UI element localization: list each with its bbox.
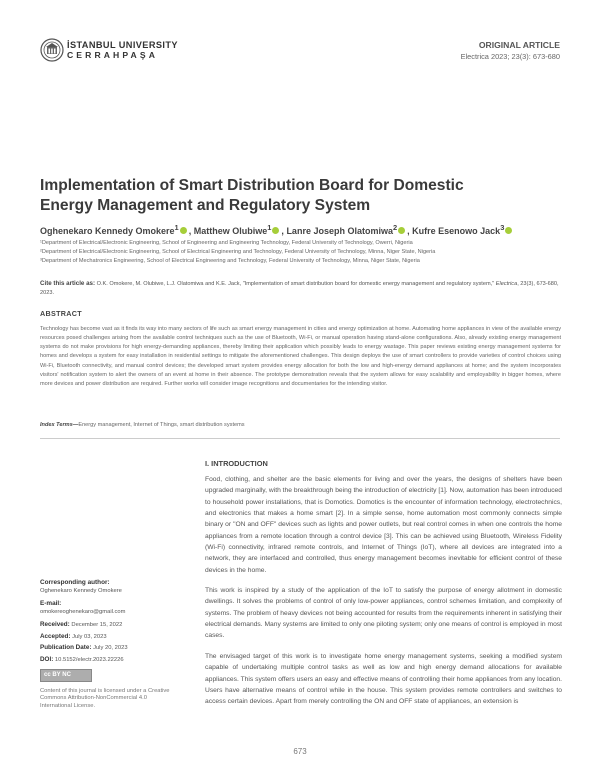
- university-logo: [40, 38, 178, 62]
- body-paragraph: This work is inspired by a study of the application of the IoT to satisfy the purpose of energy allotment in domestic dwellings. It solves the problems of control of only low-power appliances, control schemes limitation, and complexity of systems. The problem of heavy devices not being accounted for results from the requirements inherent in satisfying their electrical demands. Many systems are limited to only one piloting system; only one means of control is employed in most cases.: [205, 587, 562, 640]
- citation-tail: , 23(3), 673-680, 2023.: [40, 281, 559, 296]
- citation-label: Cite this article as:: [40, 280, 96, 287]
- affiliation-item: ¹Department of Electrical/Electronic Engineering, School of Engineering and Engineering Technology, Federal University of Technology, Owerri, Nigeria: [40, 240, 413, 246]
- orcid-icon[interactable]: [505, 227, 512, 234]
- article-info-sidebar: [40, 579, 180, 710]
- orcid-icon[interactable]: [398, 227, 405, 234]
- orcid-icon[interactable]: [180, 227, 187, 234]
- paper-title: Implementation of Smart Distribution Board for Domestic Energy Management and Regulatory System: [40, 177, 464, 214]
- received-label: Received:: [40, 621, 70, 628]
- page-number: 673: [293, 747, 307, 756]
- author-list: Oghenekaro Kennedy Omokere$^1$ , Matthew Olubiwe$^1$ , Lanre Joseph Olatomiwa$^2$ , Kufre Esenowo Jack$^3$: [40, 223, 580, 236]
- author-affiliation-sup: 3: [500, 223, 505, 232]
- accepted-date: July 03, 2023: [72, 633, 107, 640]
- citation-text: O.K. Omokere, M. Olubiwe, L.J. Olatomiwa and K.E. Jack, "Implementation of smart distribution board for domestic energy management and regulatory system,": [96, 281, 495, 287]
- introduction-body: [205, 474, 562, 717]
- index-terms: [40, 422, 560, 428]
- doi-label: DOI:: [40, 655, 54, 663]
- author-name: Kufre Esenowo Jack: [412, 226, 501, 236]
- author-name: Matthew Olubiwe: [193, 226, 268, 236]
- citation-journal: Electrica: [495, 281, 518, 287]
- cc-badge-text: cc BY NC: [44, 672, 71, 678]
- author-name: Oghenekaro Kennedy Omokere: [40, 226, 175, 236]
- license-text: Content of this journal is licensed under a Creative Commons Attribution-NonCommercial 4.0 International License.: [40, 688, 170, 709]
- author-affiliation-sup: 1: [267, 223, 272, 232]
- page-header: [40, 38, 560, 78]
- section-heading-introduction: I. INTRODUCTION: [205, 459, 268, 468]
- accepted-label: Accepted:: [40, 632, 71, 640]
- received-date: December 15, 2022: [71, 622, 123, 628]
- affiliation-item: ³Department of Mechatronics Engineering, School of Electrical Engineering and Technology, Federal University of Technology, Minna, Niger State, Nigeria: [40, 258, 420, 264]
- doi-link[interactable]: 10.5152/electr.2023.22226: [54, 656, 124, 663]
- section-divider: [40, 438, 560, 439]
- creative-commons-badge[interactable]: [40, 669, 92, 682]
- author-affiliation-sup: 2: [392, 223, 398, 232]
- abstract-heading: ABSTRACT: [40, 309, 82, 318]
- corresponding-author-label: Corresponding author:: [40, 579, 110, 586]
- abstract-text: Technology has become vast as it finds its way into many sectors of life such as smart energy management in cities and energy optimization at home. Automating home appliances in view of the available energy resources posed challenges arising from the available control techniques such as the use of Bluetooth, Wi-Fi, or manual operation having stand-alone configurations. Also, already existing energy management systems do not make provisions for high energy-demanding appliances, thereby limiting their application which possibly leads to energy wastage. This paper reviews existing energy management systems for homes and develops a system for easy installation in residential settings to mitigate the aforementioned challenges. This design deploys the use of smart controllers to provide varieties of control choices using Wi-Fi, Bluetooth connectivity, and manual control devices; the developed smart system provides energy allocation for both the low and high-energy demand appliances at home; and the system incorporates visitors' notification system to alert the owners of an event at home in their absence. The prototype demonstration reveals that the system allows for easy scalability and employability in bigger homes, where more devices and power distribution are required. Further works will consider image recognitions and documentaries for the intending visitor.: [40, 326, 561, 387]
- article-type-label: ORIGINAL ARTICLE: [478, 40, 560, 50]
- citation-block: [40, 280, 560, 297]
- index-terms-label: Index Terms—: [40, 422, 79, 428]
- body-paragraph: Food, clothing, and shelter are the basic elements for living and over the years, the designs of shelters have been upgraded marginally, with the breakthrough being the introduction of electricity [1]. Now, automation has been introduced to household power installations, that is Domotics. Domotics is the encounter of information technology, electrotechnics, and electronics that makes a home smart [2]. In a simple sense, home automation most commonly connects simple binary or "ON and OFF" devices such as lights and power outlets, but real control comes in when one controls the home appliances from a remote location through a control device [3]. This can be achieved using Bluetooth, Wireless Fidelity (Wi-Fi) connectivity, infrared remote controls, and Internet of Things (IoT), where all devices are integrated into a network, they are interfaced and controlled, thus energy management becomes inevitable for efficient control of these devices in the home.: [205, 476, 562, 574]
- logo-campus-name: CERRAHPAŞA: [67, 50, 159, 60]
- logo-university-name: İSTANBUL UNIVERSITY: [67, 40, 178, 50]
- email-label: E-mail:: [40, 600, 62, 607]
- corresponding-author-name: Oghenekaro Kennedy Omokere: [40, 588, 122, 594]
- publication-date: July 20, 2023: [93, 645, 128, 651]
- orcid-icon[interactable]: [272, 227, 279, 234]
- university-emblem-icon: [40, 38, 64, 62]
- journal-reference: Electrica 2023; 23(3): 673-680: [460, 52, 560, 61]
- affiliation-item: ²Department of Electrical/Electronic Engineering, School of Electrical Engineering and Technology, Federal University of Technology, Minna, Niger State, Nigeria: [40, 249, 436, 255]
- author-name: Lanre Joseph Olatomiwa: [286, 226, 393, 236]
- body-paragraph: The envisaged target of this work is to investigate home energy management systems, seeking a modified system capable of undertaking multiple control tasks as well as low and high energy demand allocations for available appliances. This system offers users an easy and effective means of controlling their home appliances from any location. Users have alternative means of control while in the house. This system provides remote controllers and switches to access certain devices. Apart from merely controlling the ON and OFF state of appliances, an extension is: [205, 652, 562, 706]
- author-affiliation-sup: 1: [174, 223, 179, 232]
- index-terms-text: Energy management, Internet of Things, smart distribution systems: [78, 422, 245, 428]
- email-link[interactable]: omokereoghenekaro@gmail.com: [40, 609, 126, 615]
- affiliations: [40, 239, 580, 266]
- publication-date-label: Publication Date:: [40, 644, 92, 651]
